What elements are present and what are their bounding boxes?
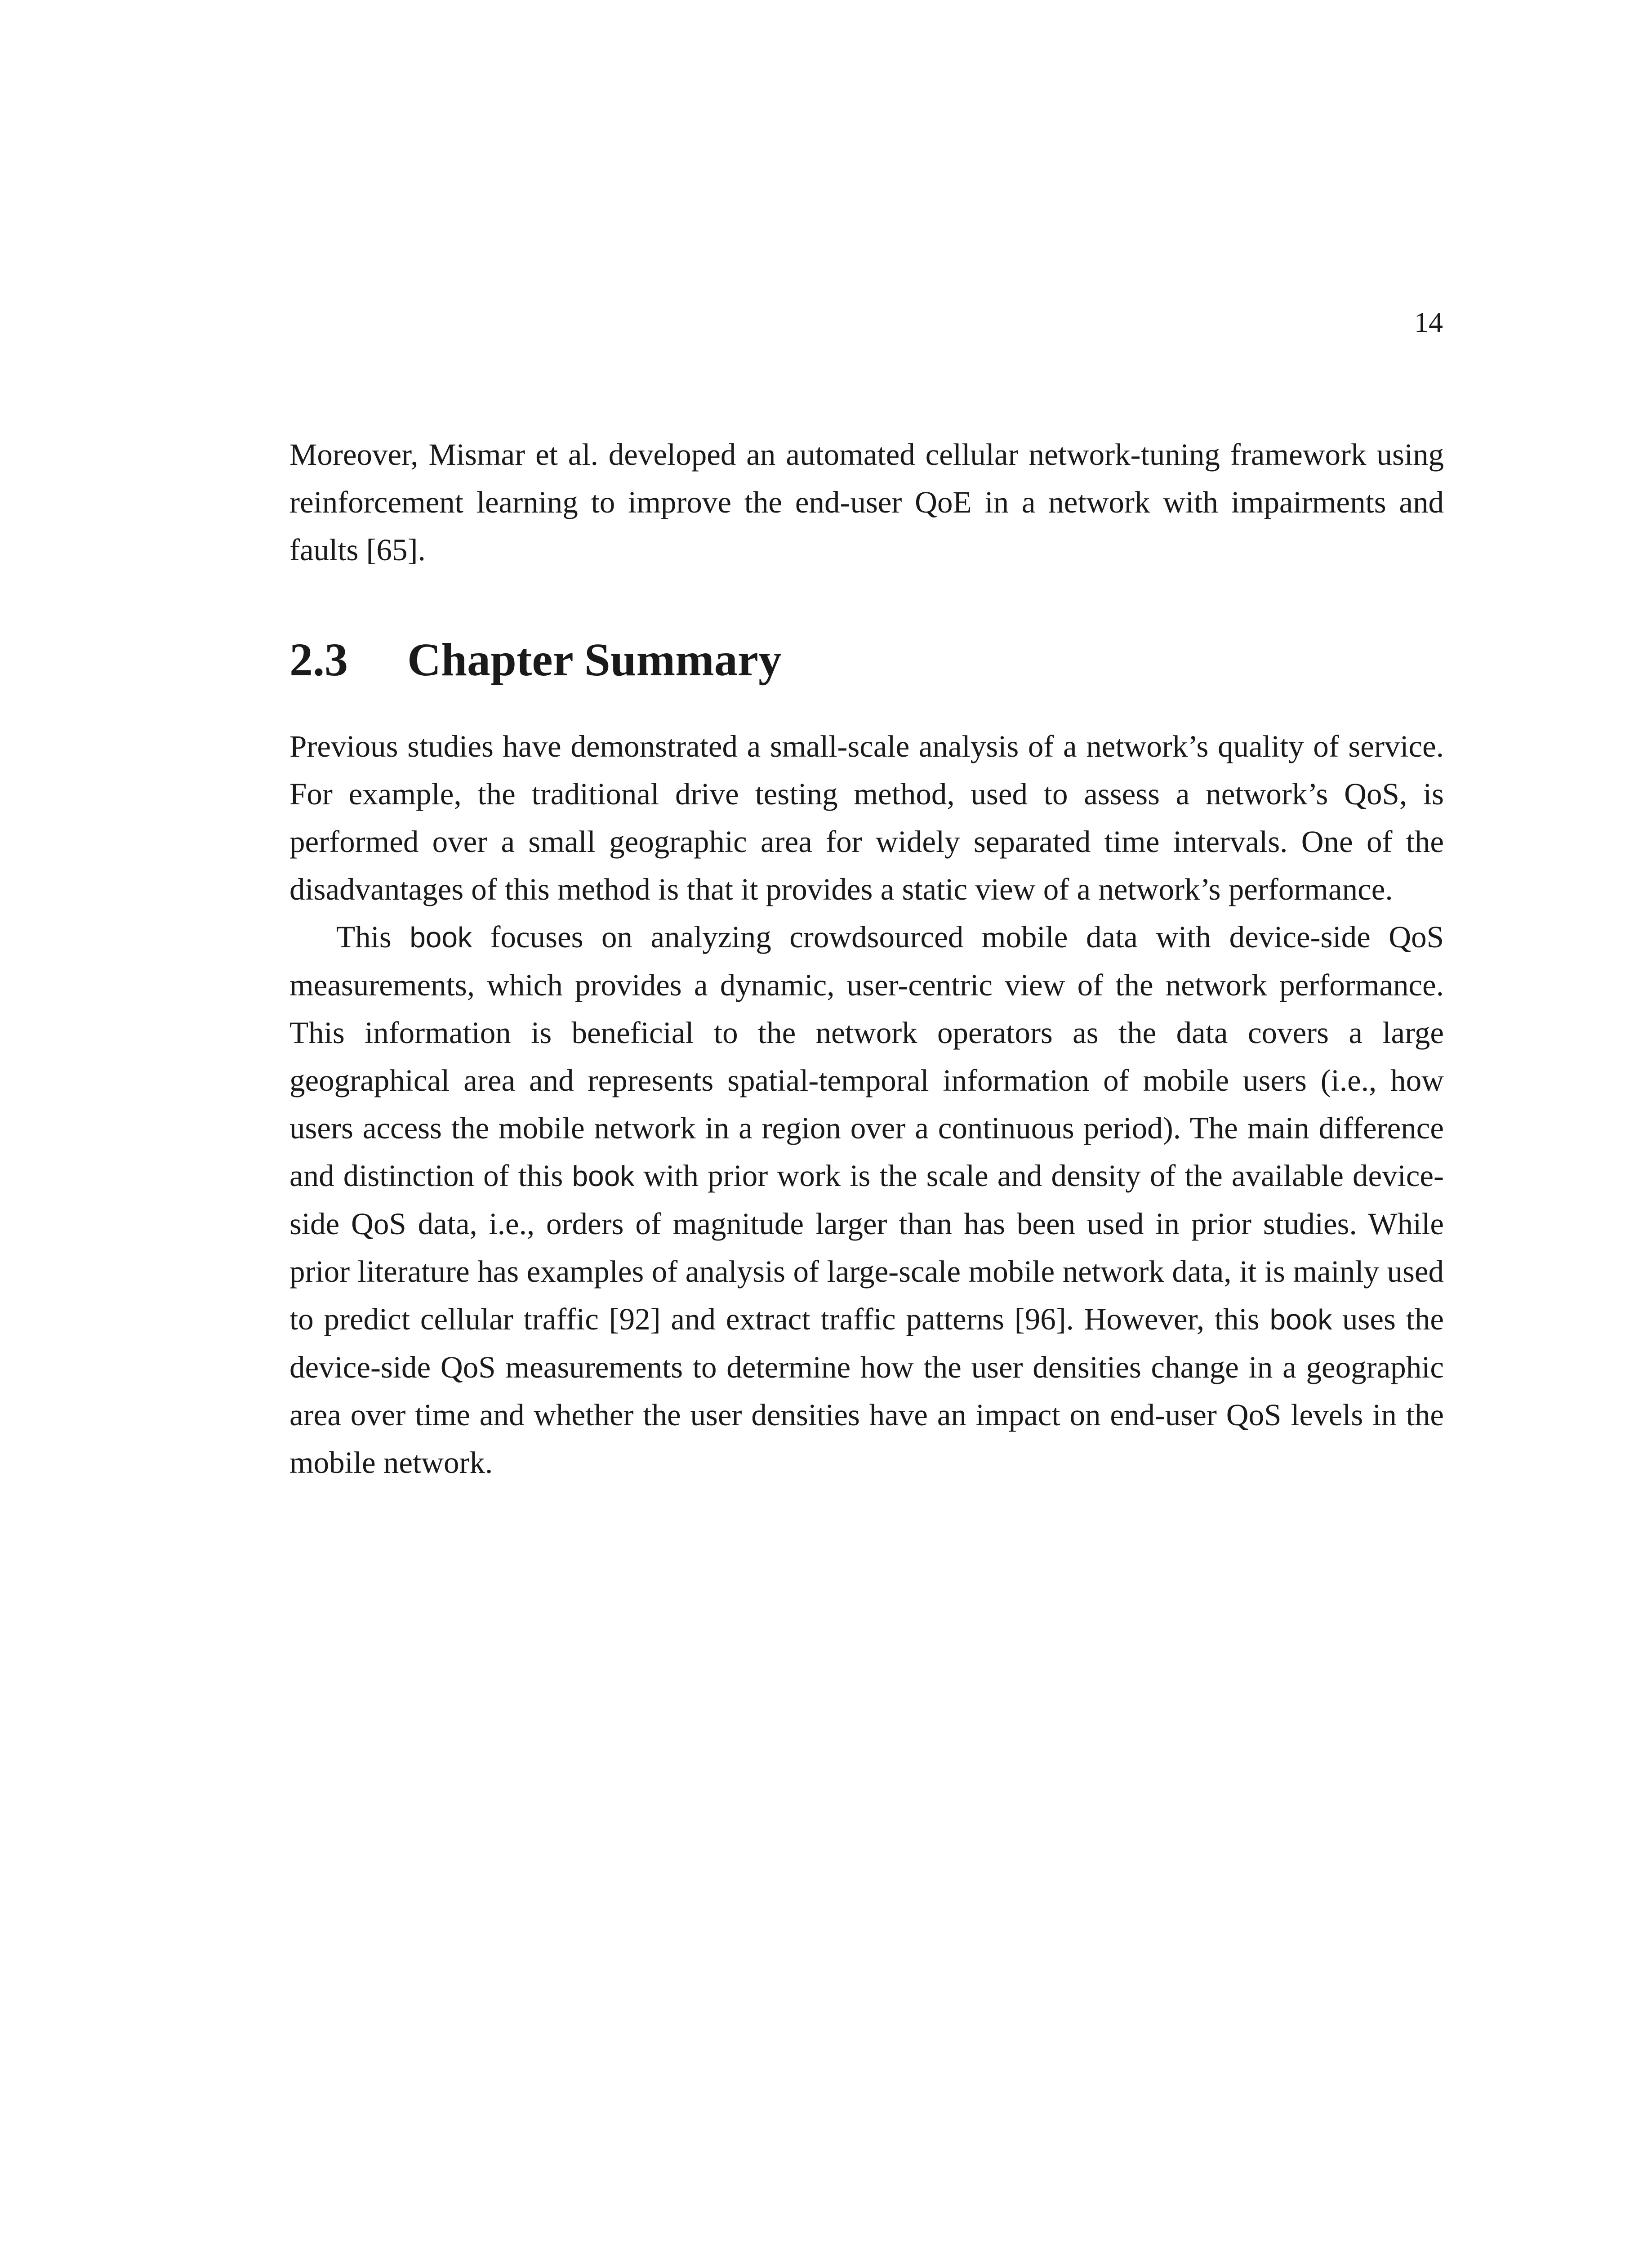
section-title: Chapter Summary (407, 634, 782, 686)
summary-p2-text-4: uses the device-side QoS measurements to determine how the user densities change in a geographic area over time and whether the user densities have an impact on end-user QoS levels in the mobile network. (289, 1302, 1444, 1480)
summary-p2-text-3: with prior work is the scale and density of the available device-side QoS data, i.e., orders of magnitude larger than has been used in prior studies. While prior literature has examples of analysis of large-scale mobile network data, it is mainly used to predict cellular traffic [92] and extract traffic patterns [96]. However, this (289, 1159, 1444, 1336)
section-number: 2.3 (289, 634, 348, 686)
book-word: book (1269, 1303, 1332, 1336)
summary-p2-text-2: focuses on analyzing crowdsourced mobile data with device-side QoS measurements, which provides a dynamic, user-centric view of the network performance. This information is beneficial to the network operators as the data covers a large geographical area and represents spatial-temporal information of mobile users (i.e., how users access the mobile network in a region over a continuous period). The main difference and distinction of this (289, 920, 1444, 1193)
summary-paragraph-1: Previous studies have demonstrated a small-scale analysis of a network’s quality of service. For example, the traditional drive testing method, used to assess a network’s QoS, is performed over a small geographic area for widely separated time intervals. One of the disadvantages of this method is that it provides a static view of a network’s performance. (289, 729, 1444, 906)
page-number: 14 (1414, 306, 1443, 338)
intro-paragraph-block (289, 431, 1444, 574)
section-heading (289, 633, 782, 687)
chapter-summary-body (289, 723, 1444, 1486)
book-word: book (572, 1160, 635, 1192)
book-word: book (410, 921, 472, 954)
summary-p2-text-1: This (336, 920, 410, 954)
intro-paragraph: Moreover, Mismar et al. developed an automated cellular network-tuning framework using reinforcement learning to improve the end-user QoE in a network with impairments and faults [65]. (289, 437, 1444, 567)
summary-paragraph-2 (289, 913, 1444, 1486)
